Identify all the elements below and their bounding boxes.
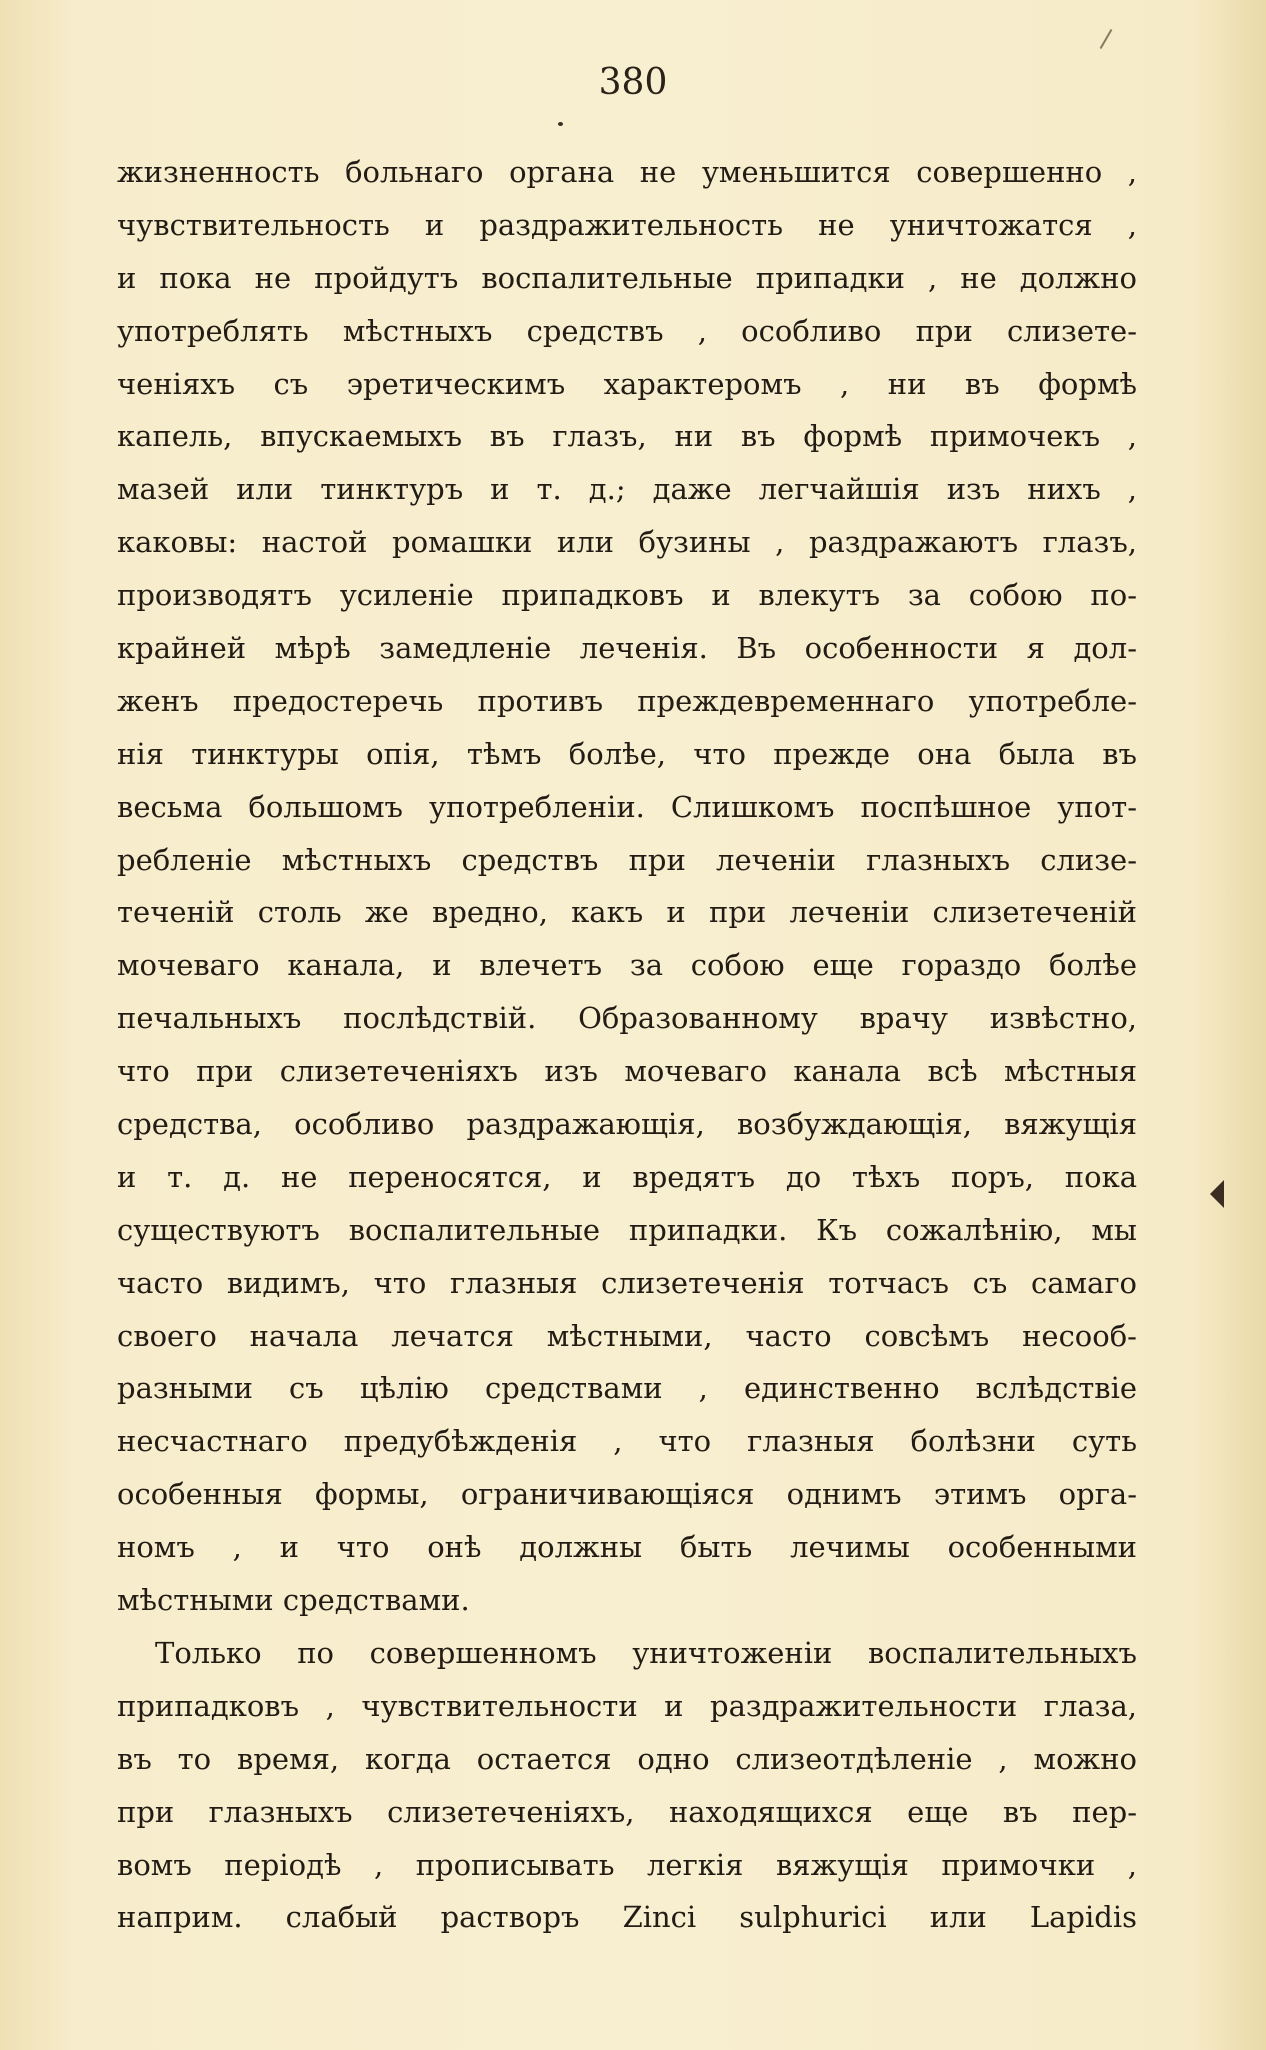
text-line: женъ предостеречь противъ преждевременнаго употребле- xyxy=(117,683,1137,718)
text-line: припадковъ , чувствительности и раздражительности глаза, xyxy=(117,1688,1137,1723)
text-line: чувствительность и раздражительность не уничтожатся , xyxy=(117,207,1137,242)
text-line: производятъ усиленіе припадковъ и влекутъ за собою по- xyxy=(117,578,1137,613)
text-line: разными съ цѣлію средствами , единственно вслѣдствіе xyxy=(117,1371,1137,1406)
text-line: Только по совершенномъ уничтоженіи воспалительныхъ xyxy=(155,1635,1137,1670)
text-line: ченіяхъ съ эретическимъ характеромъ , ни въ формѣ xyxy=(117,366,1137,401)
text-line: печальныхъ послѣдствій. Образованному врачу извѣстно, xyxy=(117,1001,1137,1036)
page-number: 380 xyxy=(598,62,668,103)
text-line: каковы: настой ромашки или бузины , раздражаютъ глазъ, xyxy=(117,525,1137,560)
text-line: что при слизетеченіяхъ изъ мочеваго канала всѣ мѣстныя xyxy=(117,1054,1137,1089)
text-line: мѣстными средствами. xyxy=(117,1583,470,1618)
ink-dot xyxy=(558,122,563,126)
text-line: мочеваго канала, и влечетъ за собою еще гораздо болѣе xyxy=(117,948,1137,983)
text-line: наприм. слабый растворъ Zinci sulphurici или Lapidis xyxy=(117,1900,1137,1935)
text-line: мазей или тинктуръ и т. д.; даже легчайшія изъ нихъ , xyxy=(117,472,1137,507)
text-line: жизненность больнаго органа не уменьшится совершенно , xyxy=(117,155,1137,189)
text-line: существуютъ воспалительные припадки. Къ сожалѣнію, мы xyxy=(117,1212,1137,1247)
body-text xyxy=(117,146,1137,1944)
text-line: нія тинктуры опія, тѣмъ болѣе, что прежде она была въ xyxy=(117,736,1137,771)
text-line: средства, особливо раздражающія, возбуждающія, вяжущія xyxy=(117,1107,1137,1142)
margin-arrow-mark xyxy=(1210,1180,1224,1208)
margin-mark xyxy=(1100,29,1113,49)
text-line: часто видимъ, что глазныя слизетеченія тотчасъ съ самаго xyxy=(117,1265,1137,1300)
text-line: вомъ періодѣ , прописывать легкія вяжущія примочки , xyxy=(117,1847,1137,1882)
text-line: при глазныхъ слизетеченіяхъ, находящихся еще въ пер- xyxy=(117,1794,1137,1829)
text-line: въ то время, когда остается одно слизеотдѣленіе , можно xyxy=(117,1741,1137,1776)
text-line: номъ , и что онѣ должны быть лечимы особенными xyxy=(117,1530,1137,1565)
text-line: употреблять мѣстныхъ средствъ , особливо при слизете- xyxy=(117,313,1137,348)
text-line: несчастнаго предубѣжденія , что глазныя болѣзни суть xyxy=(117,1424,1137,1459)
text-line: капель, впускаемыхъ въ глазъ, ни въ формѣ примочекъ , xyxy=(117,419,1137,454)
text-line: и пока не пройдутъ воспалительные припадки , не должно xyxy=(117,260,1137,295)
text-line: ребленіе мѣстныхъ средствъ при леченіи глазныхъ слизе- xyxy=(117,842,1137,877)
text-line: и т. д. не переносятся, и вредятъ до тѣхъ поръ, пока xyxy=(117,1159,1137,1194)
text-line: своего начала лечатся мѣстными, часто совсѣмъ несооб- xyxy=(117,1318,1137,1353)
text-line: крайней мѣрѣ замедленіе леченія. Въ особенности я дол- xyxy=(117,631,1137,666)
text-line: особенныя формы, ограничивающіяся однимъ этимъ орга- xyxy=(117,1477,1137,1512)
text-line: весьма большомъ употребленіи. Слишкомъ поспѣшное упот- xyxy=(117,789,1137,824)
text-line: теченій столь же вредно, какъ и при леченіи слизетеченій xyxy=(117,895,1137,930)
